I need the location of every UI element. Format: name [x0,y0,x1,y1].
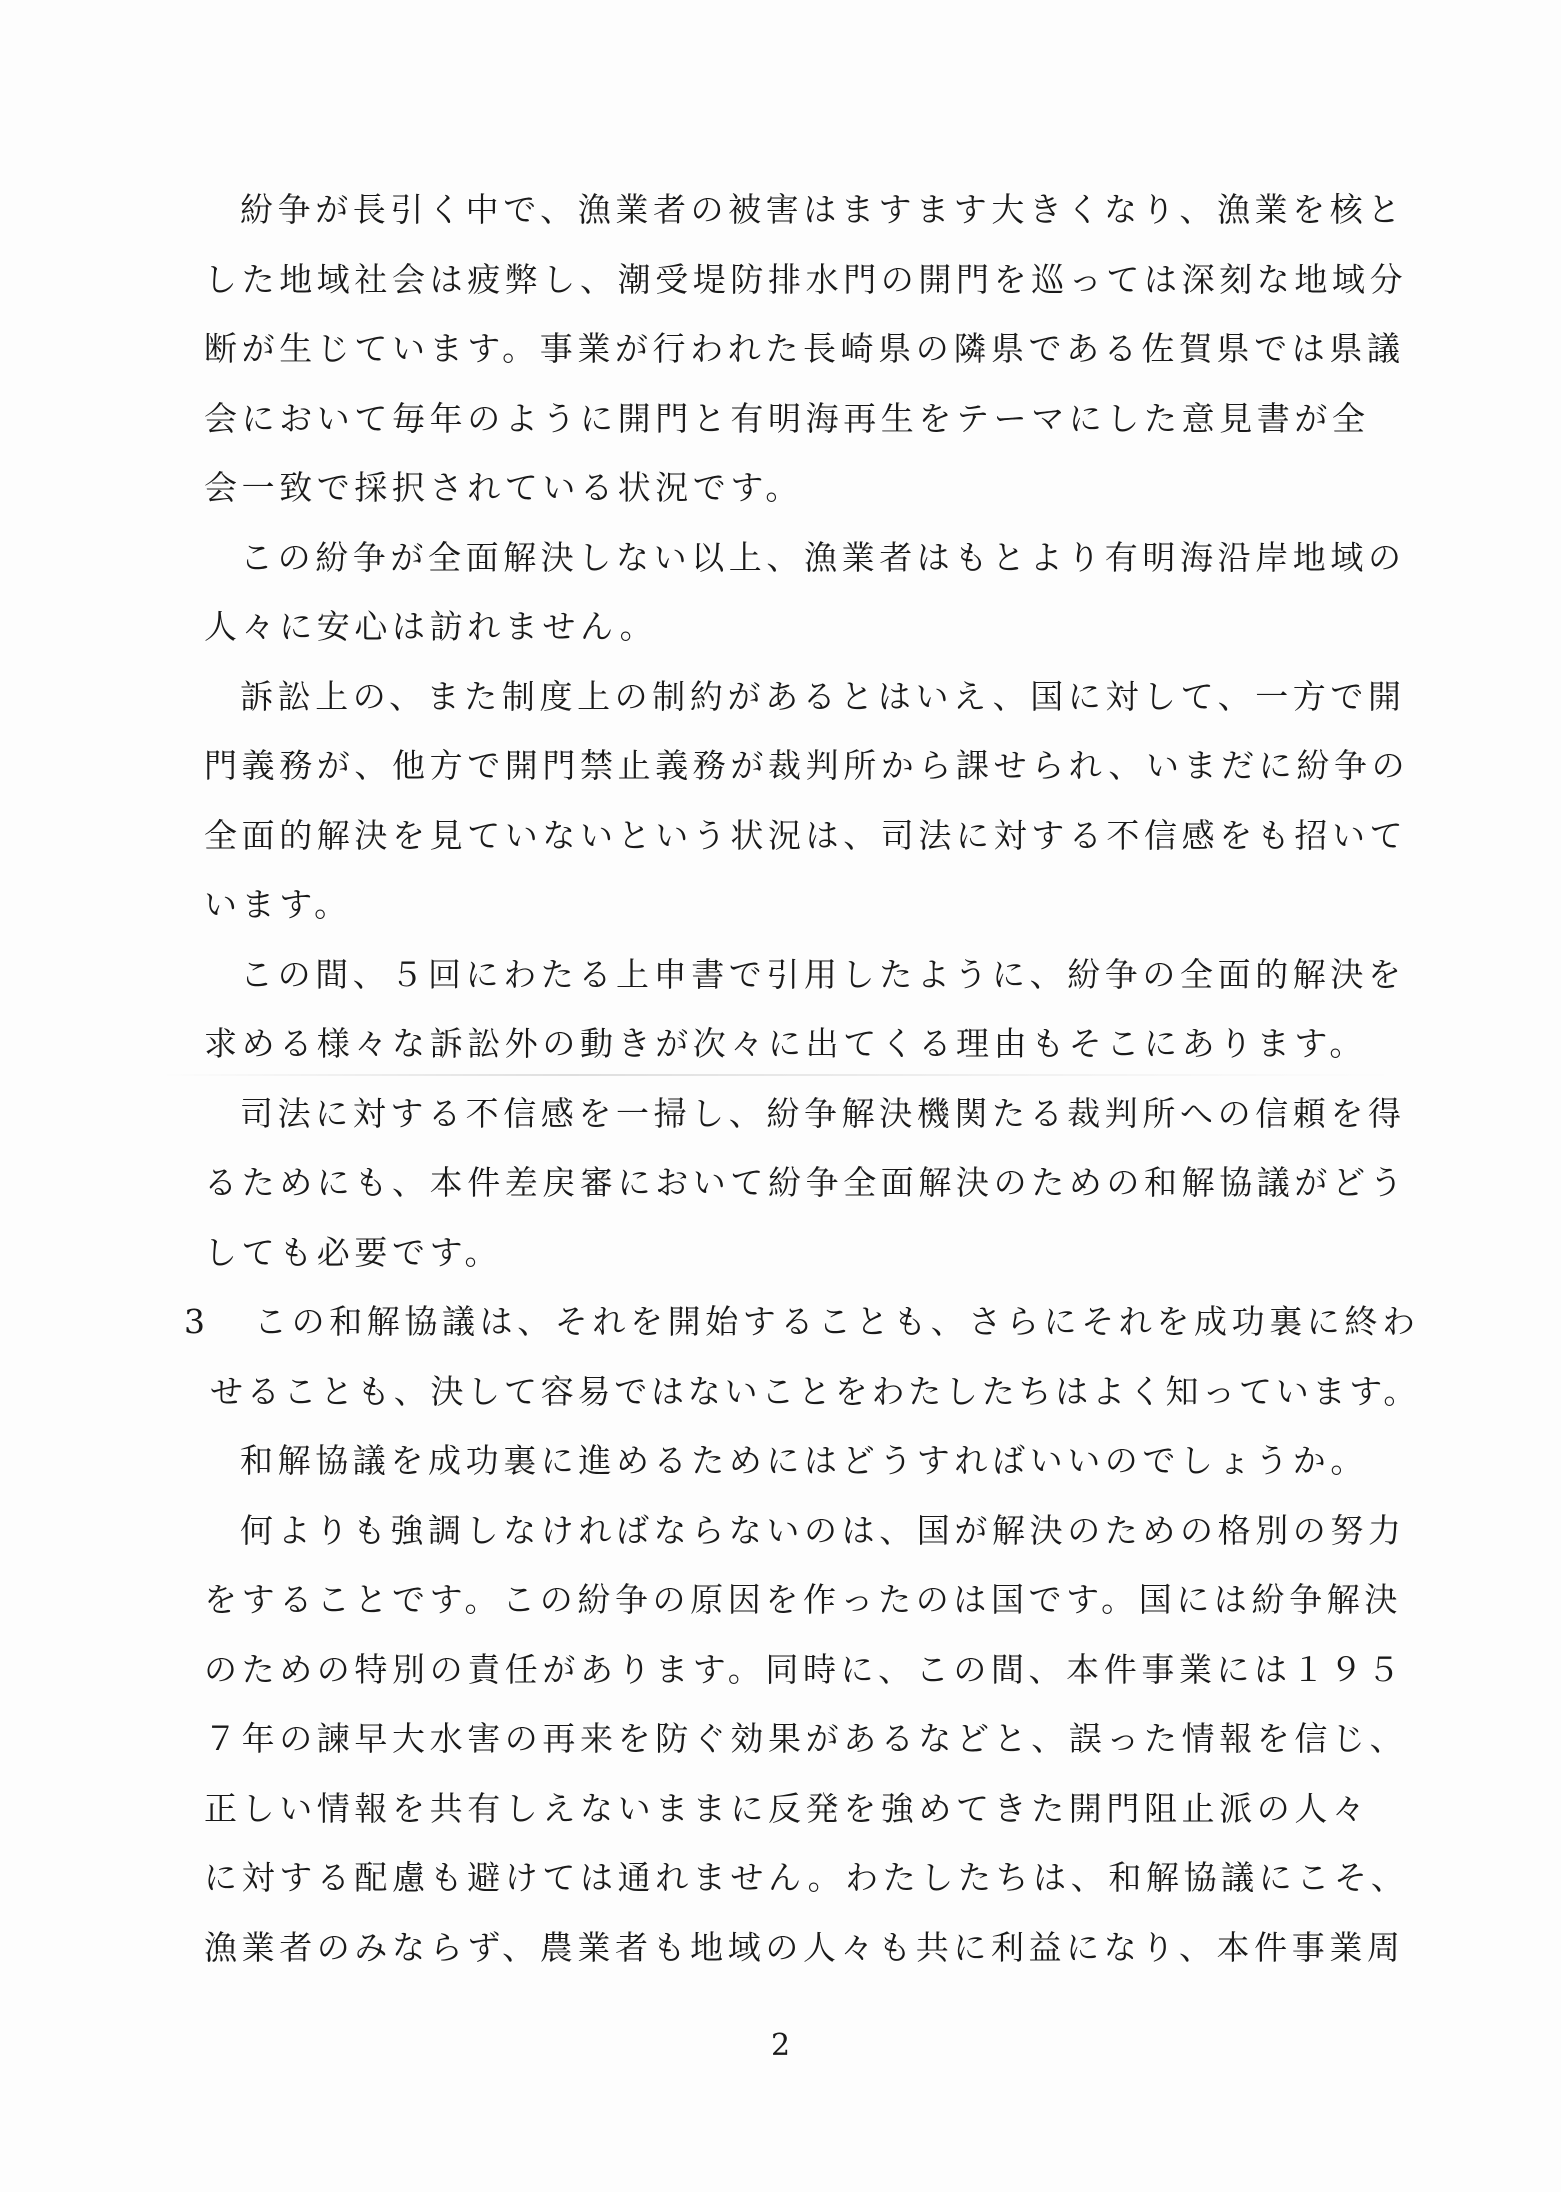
text-line: この間、５回にわたる上申書で引用したように、紛争の全面的解決を [240,955,1406,994]
text-line: ７年の諫早大水害の再来を防ぐ効果があるなどと、誤った情報を信じ、 [204,1719,1408,1758]
text-line: 求める様々な訴訟外の動きが次々に出てくる理由もそこにあります。 [204,1024,1367,1063]
section-number: 3 [184,1302,205,1341]
text-line: 正しい情報を共有しえないままに反発を強めてきた開門阻止派の人々 [204,1789,1370,1828]
text-line: 何よりも強調しなければならないのは、国が解決のための格別の努力 [240,1511,1406,1550]
text-line: 訴訟上の、また制度上の制約があるとはいえ、国に対して、一方で開 [240,677,1406,716]
text-line: この和解協議は、それを開始することも、さらにそれを成功裏に終わ [254,1302,1420,1341]
text-line: 紛争が長引く中で、漁業者の被害はますます大きくなり、漁業を核と [240,190,1405,229]
text-line: 会一致で採択されている状況です。 [204,468,803,507]
text-line: います。 [204,885,352,924]
text-line: 断が生じています。事業が行われた長崎県の隣県である佐賀県では県議 [204,329,1405,368]
text-line: した地域社会は疲弊し、潮受堤防排水門の開門を巡っては深刻な地域分 [204,260,1408,299]
scan-artifact [160,1074,1400,1076]
text-line: 和解協議を成功裏に進めるためにはどうすればいいのでしょうか。 [240,1441,1368,1480]
text-line: るためにも、本件差戻審において紛争全面解決のための和解協議がどう [204,1163,1408,1202]
text-line: 門義務が、他方で開門禁止義務が裁判所から課せられ、いまだに紛争の [204,746,1410,785]
text-line: に対する配慮も避けては通れません。わたしたちは、和解協議にこそ、 [204,1858,1409,1897]
page-number: 2 [770,2028,791,2063]
text-line: 会において毎年のように開門と有明海再生をテーマにした意見書が全 [204,399,1370,438]
text-line: せることも、決して容易ではないことをわたしたちはよく知っています。 [210,1372,1421,1411]
text-line: 人々に安心は訪れません。 [204,607,658,646]
text-line: 全面的解決を見ていないという状況は、司法に対する不信感をも招いて [204,816,1408,855]
text-line: 漁業者のみならず、農業者も地域の人々も共に利益になり、本件事業周 [204,1928,1405,1967]
text-line: のための特別の責任があります。同時に、この間、本件事業には１９５ [204,1650,1405,1689]
text-line: この紛争が全面解決しない以上、漁業者はもとより有明海沿岸地域の [240,538,1406,577]
text-line: 司法に対する不信感を一掃し、紛争解決機関たる裁判所への信頼を得 [240,1094,1406,1133]
text-line: しても必要です。 [204,1233,503,1272]
text-line: をすることです。この紛争の原因を作ったのは国です。国には紛争解決 [204,1580,1402,1619]
